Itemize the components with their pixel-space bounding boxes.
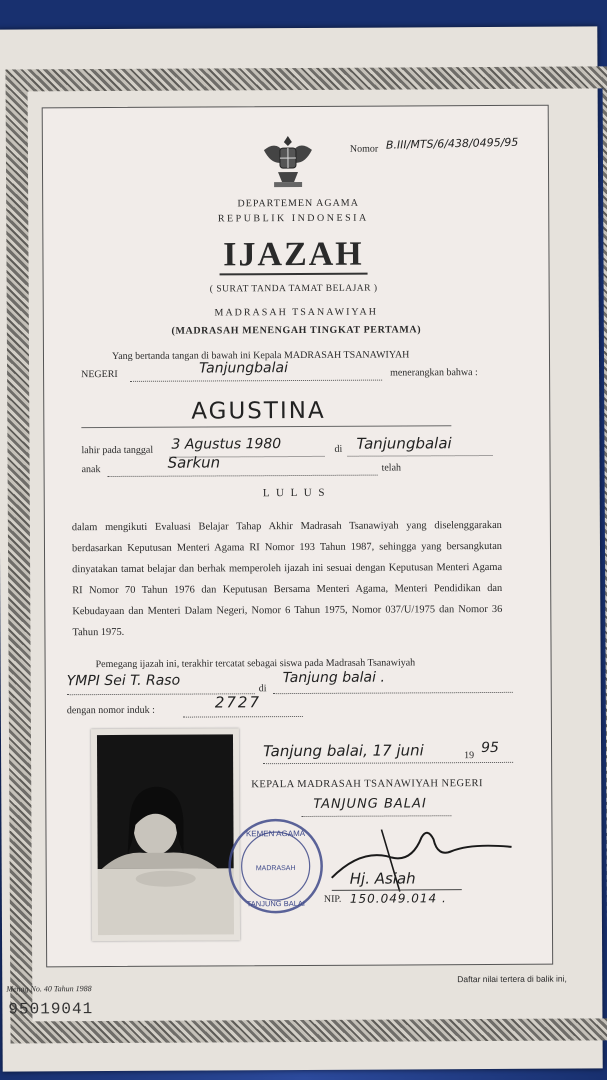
graduation-status: L U L U S <box>262 486 327 500</box>
school-type-description: (MADRASAH MENENGAH TINGKAT PERTAMA) <box>171 324 422 337</box>
telah-label: telah <box>381 462 402 474</box>
born-di-label: di <box>334 443 343 455</box>
document-title: IJAZAH <box>219 236 368 276</box>
nomor-value: B.III/MTS/6/438/0495/95 <box>385 135 519 152</box>
born-date: 3 Agustus 1980 <box>171 436 282 453</box>
nip-value: 150.049.014 . <box>349 891 447 906</box>
induk-number: 2727 <box>214 693 262 712</box>
student-photo <box>91 728 240 941</box>
document-subtitle: ( SURAT TANDA TAMAT BELAJAR ) <box>209 283 378 295</box>
school-name: YMPI Sei T. Raso <box>66 672 181 690</box>
induk-label: dengan nomor induk : <box>66 704 155 717</box>
department-name: DEPARTEMEN AGAMA <box>237 197 359 210</box>
footer-note: Daftar nilai tertera di balik ini, <box>457 973 567 985</box>
born-label: lahir pada tanggal <box>81 444 154 457</box>
anak-label: anak <box>81 464 101 476</box>
certificate-paper <box>0 26 603 1071</box>
holder-paragraph: Pemegang ijazah ini, terakhir tercatat sebagai siswa pada Madrasah Tsanawiyah <box>95 657 416 671</box>
serial-number: 95019041 <box>8 1000 94 1019</box>
negeri-value: Tanjungbalai <box>199 360 288 377</box>
stamp-mid-text: MADRASAH <box>255 865 296 873</box>
photo-portrait <box>91 728 240 941</box>
intro-line: Yang bertanda tangan di bawah ini Kepala MADRASAH TSANAWIYAH <box>111 349 410 362</box>
student-name: AGUSTINA <box>191 397 326 425</box>
official-stamp <box>223 814 328 919</box>
school-di-label: di <box>258 683 267 695</box>
issue-year-prefix: 19 <box>464 750 475 762</box>
school-place: Tanjung balai . <box>282 669 385 687</box>
signer-name: Hj. Asiah <box>349 869 416 888</box>
headmaster-title: KEPALA MADRASAH TSANAWIYAH NEGERI <box>251 778 484 791</box>
nip-label: NIP. <box>323 893 342 905</box>
country-name: REPUBLIK INDONESIA <box>217 212 369 225</box>
issue-year-suffix: 95 <box>481 739 499 757</box>
statement-paragraph: dalam mengikuti Evaluasi Belajar Tahap Akhir Madrasah Tsanawiyah yang diselenggarakan berdasarkan Keputusan Menteri Agama RI Nomor 193 Tahun 1987, sehingga yang bersangkutan dinyatakan tamat belajar dan berhak memperoleh ijazah ini sesuai dengan Keputusan Menteri Agama RI Nomor 70 Tahun 1976 dan Keputusan Bersama Menteri Agama, Menteri Pendidikan dan Kebudayaan dan Menteri Dalam Negeri, Nomor 6 Tahun 1975, Nomor 037/U/1975 dan Nomor 36 Tahun 1975. <box>71 519 503 639</box>
born-place: Tanjungbalai <box>356 434 452 453</box>
parent-name: Sarkun <box>167 453 221 472</box>
nomor-label: Nomor <box>349 143 379 155</box>
footer-regulation: Menag No. 40 Tahun 1988 <box>6 984 92 994</box>
stamp-bottom-text: TANJUNG BALAI <box>246 898 305 909</box>
headmaster-place: TANJUNG BALAI <box>313 796 427 812</box>
stamp-top-text: KEMEN AGAMA <box>245 828 306 839</box>
issue-place-date: Tanjung balai, 17 juni <box>263 741 424 761</box>
menerangkan-label: menerangkan bahwa : <box>390 367 478 379</box>
garuda-emblem-icon <box>256 132 320 190</box>
school-type: MADRASAH TSANAWIYAH <box>214 306 378 319</box>
negeri-label: NEGERI <box>81 368 118 381</box>
